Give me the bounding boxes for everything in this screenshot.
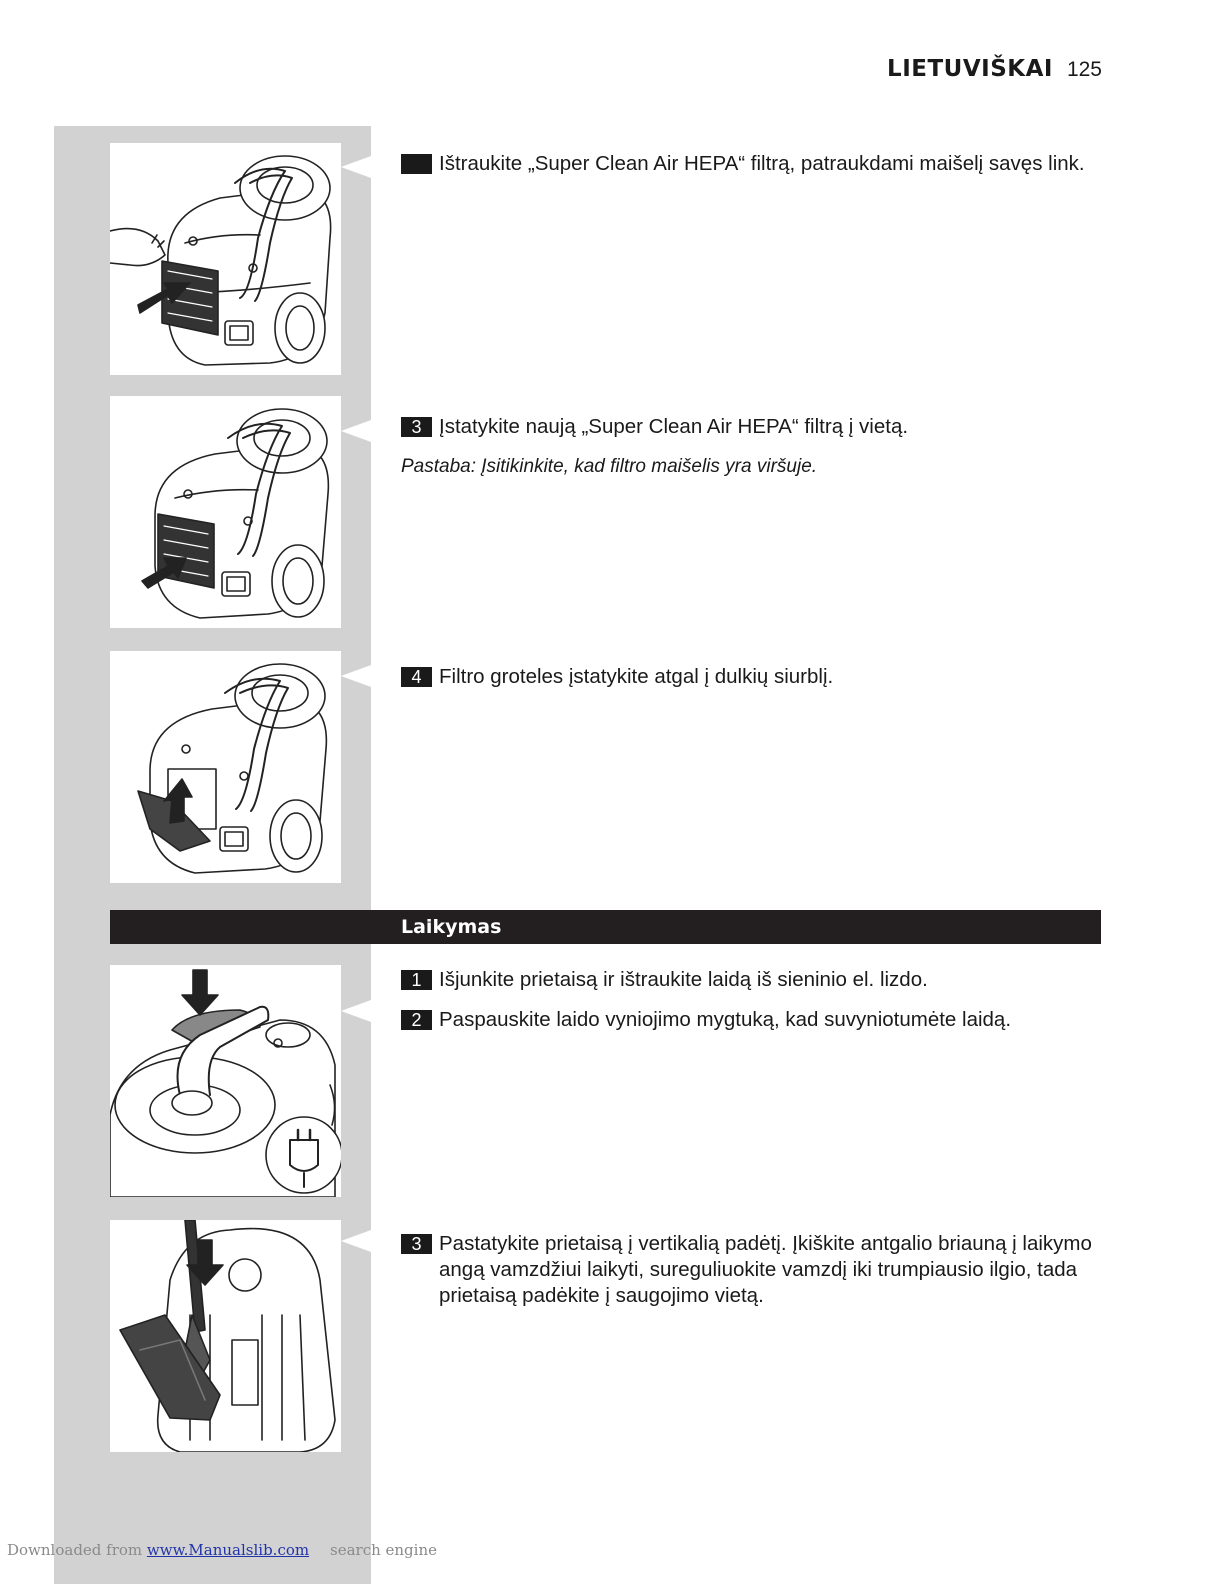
footer-suffix: search engine — [330, 1541, 437, 1559]
step-number: 1 — [401, 970, 432, 990]
step-number: 3 — [401, 1234, 432, 1254]
step-number: 2 — [401, 1010, 432, 1030]
pointer-arrow — [341, 665, 371, 687]
section-title: Laikymas — [401, 916, 502, 938]
download-footer — [7, 1541, 309, 1559]
step-text: Filtro groteles įstatykite atgal į dulkių siurblį. — [439, 665, 834, 688]
step-text: Pastatykite prietaisą į vertikalią padėtį. Įkiškite antgalio briauną į laikymo angą vamzdžiui laikyti, sureguliuokite vamzdį iki trumpiausio ilgio, tada prietaisą padėkite į saugojimo vietą. — [439, 1232, 1092, 1307]
step-number — [401, 154, 432, 174]
step-3 — [401, 414, 1101, 440]
step-number: 4 — [401, 667, 432, 687]
storage-step-1 — [401, 967, 1101, 993]
step-2 — [401, 151, 1101, 177]
step-text: Įstatykite naują „Super Clean Air HEPA“ filtrą į vietą. — [439, 415, 909, 438]
illustration-storage-position — [110, 1220, 341, 1452]
footer-prefix: Downloaded from — [7, 1541, 147, 1559]
pointer-arrow — [341, 1000, 371, 1022]
step-note: Pastaba: Įsitikinkite, kad filtro maišelis yra viršuje. — [401, 456, 818, 477]
page-number: 125 — [1066, 58, 1102, 81]
step-number: 3 — [401, 417, 432, 437]
storage-step-3 — [401, 1231, 1101, 1309]
step-text: Paspauskite laido vyniojimo mygtuką, kad suvyniotumėte laidą. — [439, 1008, 1012, 1031]
storage-step-2 — [401, 1007, 1101, 1033]
page-header — [887, 56, 1102, 82]
step-text: Ištraukite „Super Clean Air HEPA“ filtrą, patraukdami maišelį savęs link. — [439, 152, 1085, 175]
illustration-insert-filter — [110, 396, 341, 628]
illustration-cord-rewind — [110, 965, 341, 1197]
language-title: LIETUVIŠKAI — [887, 56, 1053, 82]
pointer-arrow — [341, 420, 371, 442]
pointer-arrow — [341, 156, 371, 178]
step-4 — [401, 664, 1101, 690]
illustration-replace-grille — [110, 651, 341, 883]
pointer-arrow — [341, 1230, 371, 1252]
manualslib-link[interactable]: www.Manualslib.com — [146, 1541, 310, 1559]
step-text: Išjunkite prietaisą ir ištraukite laidą iš sieninio el. lizdo. — [439, 968, 928, 991]
section-header — [110, 910, 1101, 944]
illustration-remove-filter — [110, 143, 341, 375]
